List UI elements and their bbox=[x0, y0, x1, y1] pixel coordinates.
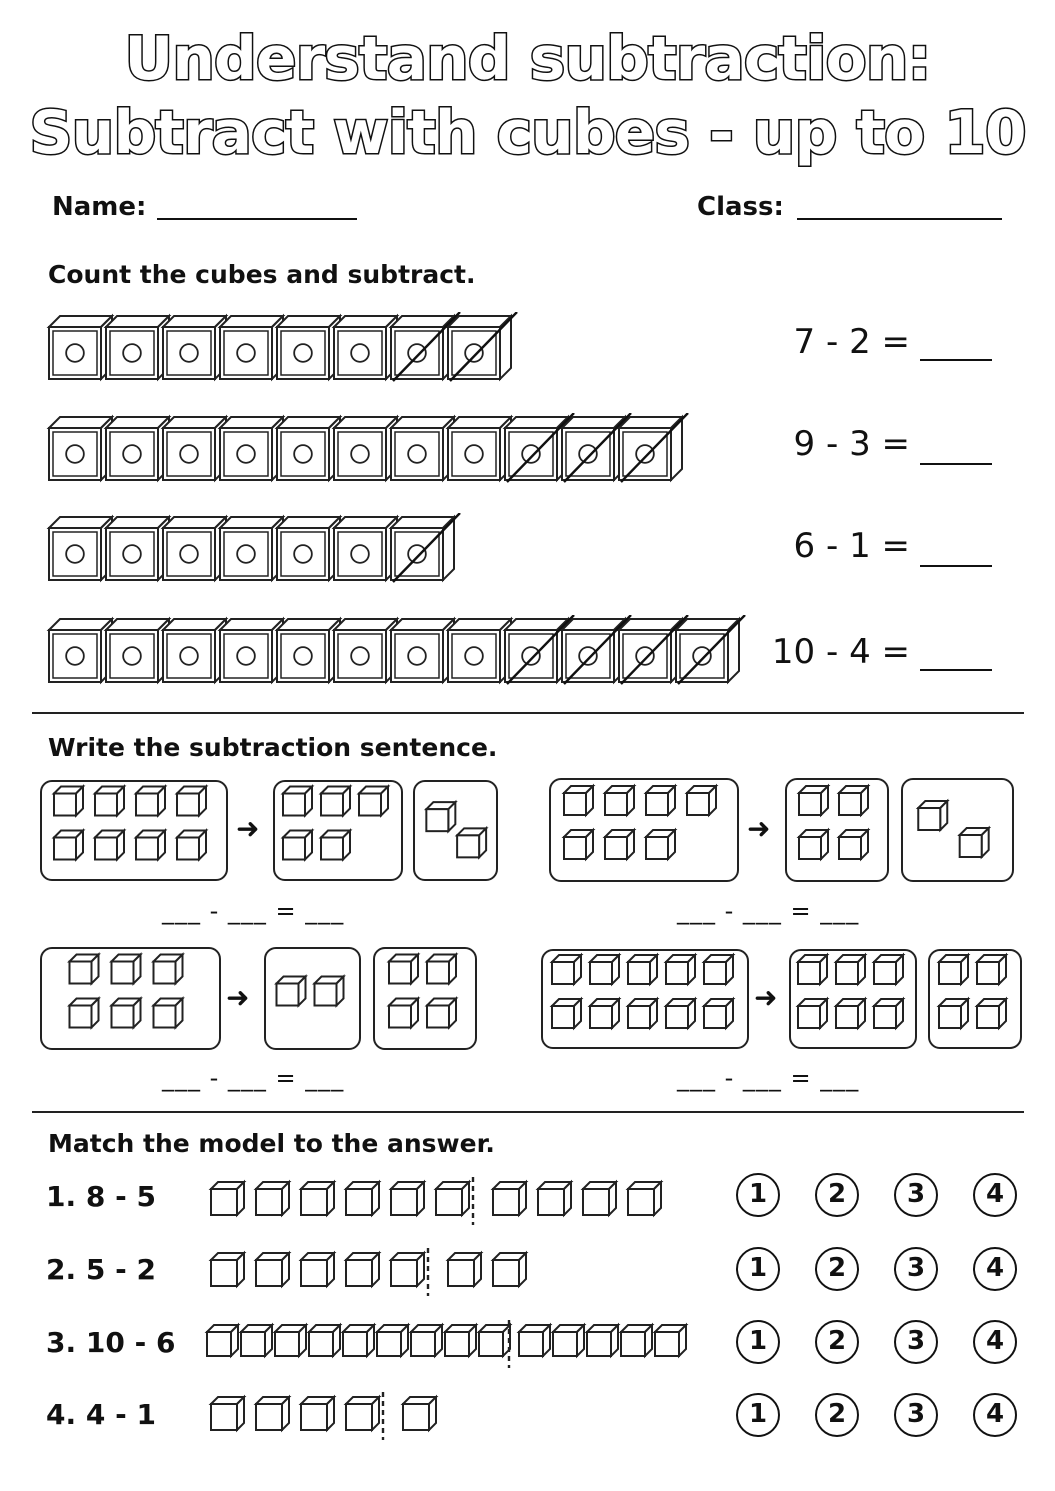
option-circle-1[interactable]: 1 bbox=[736, 1173, 780, 1217]
cube-icon bbox=[426, 802, 455, 831]
cube-icon bbox=[377, 1325, 408, 1356]
cube-icon bbox=[799, 786, 828, 815]
cube-icon bbox=[411, 1325, 442, 1356]
match-model-4 bbox=[207, 1390, 687, 1440]
cube-icon bbox=[918, 801, 947, 830]
cube-icon bbox=[448, 417, 511, 480]
cube-icon bbox=[334, 619, 397, 682]
cube-icon bbox=[391, 1182, 424, 1215]
cube-icon bbox=[54, 831, 83, 860]
match-label-1: 1. 8 - 5 bbox=[46, 1180, 156, 1213]
cube-icon bbox=[457, 828, 486, 857]
cube-icon bbox=[646, 830, 675, 859]
cube-icon bbox=[448, 1253, 481, 1286]
cube-icon bbox=[590, 999, 619, 1028]
cube-group bbox=[791, 951, 915, 1047]
remove-group-box bbox=[789, 949, 917, 1049]
sentence-blanks-2[interactable]: ___ - ___ = ___ bbox=[677, 897, 860, 925]
cube-group bbox=[930, 951, 1020, 1047]
cube-icon bbox=[54, 787, 83, 816]
cube-icon bbox=[403, 1397, 436, 1430]
cube-icon bbox=[211, 1182, 244, 1215]
cube-group bbox=[42, 782, 226, 879]
cube-icon bbox=[552, 955, 581, 984]
match-label-3: 3. 10 - 6 bbox=[46, 1326, 176, 1359]
cube-icon bbox=[564, 830, 593, 859]
cube-icon bbox=[241, 1325, 272, 1356]
cube-icon bbox=[277, 316, 340, 379]
cube-icon bbox=[177, 787, 206, 816]
cube-icon bbox=[798, 999, 827, 1028]
cube-icon bbox=[220, 517, 283, 580]
cube-icon bbox=[359, 787, 388, 816]
cube-icon bbox=[587, 1325, 618, 1356]
cube-icon bbox=[163, 517, 226, 580]
cube-icon bbox=[343, 1325, 374, 1356]
cube-group bbox=[266, 949, 359, 1048]
arrow-icon: ➜ bbox=[754, 981, 778, 1014]
option-circle-1[interactable]: 1 bbox=[736, 1320, 780, 1364]
cube-icon bbox=[112, 999, 141, 1028]
cube-icon bbox=[106, 517, 169, 580]
class-label: Class: bbox=[697, 192, 784, 222]
cube-icon bbox=[687, 786, 716, 815]
cube-icon bbox=[163, 619, 226, 682]
arrow-icon: ➜ bbox=[236, 812, 260, 845]
equation-2: 9 - 3 = bbox=[793, 424, 910, 464]
sentence-blanks-4[interactable]: ___ - ___ = ___ bbox=[677, 1064, 860, 1092]
answer-blank-4[interactable] bbox=[920, 669, 992, 671]
divider-2 bbox=[32, 1111, 1024, 1113]
cube-icon bbox=[275, 1325, 306, 1356]
cube-icon bbox=[836, 955, 865, 984]
section-heading-match: Match the model to the answer. bbox=[48, 1129, 495, 1158]
option-circle-3[interactable]: 3 bbox=[894, 1393, 938, 1437]
option-circle-3[interactable]: 3 bbox=[894, 1173, 938, 1217]
crossed-cube-icon bbox=[619, 413, 688, 482]
cube-icon bbox=[646, 786, 675, 815]
cube-icon bbox=[277, 417, 340, 480]
cube-icon bbox=[220, 619, 283, 682]
equation-3: 6 - 1 = bbox=[793, 526, 910, 566]
cube-icon bbox=[448, 619, 511, 682]
rest-group-box bbox=[373, 947, 477, 1050]
cube-icon bbox=[154, 999, 183, 1028]
cube-icon bbox=[939, 999, 968, 1028]
cube-icon bbox=[552, 999, 581, 1028]
cube-icon bbox=[960, 828, 989, 857]
class-field[interactable] bbox=[797, 218, 1002, 220]
cube-icon bbox=[939, 955, 968, 984]
cube-icon bbox=[977, 955, 1006, 984]
cube-icon bbox=[538, 1182, 571, 1215]
cube-icon bbox=[256, 1182, 289, 1215]
cube-icon bbox=[49, 619, 112, 682]
cube-icon bbox=[49, 316, 112, 379]
cube-icon bbox=[301, 1182, 334, 1215]
cube-icon bbox=[621, 1325, 652, 1356]
option-circle-2[interactable]: 2 bbox=[815, 1320, 859, 1364]
cube-icon bbox=[334, 316, 397, 379]
cube-icon bbox=[346, 1253, 379, 1286]
cube-strip-1 bbox=[46, 312, 526, 384]
option-circle-3[interactable]: 3 bbox=[894, 1320, 938, 1364]
cube-icon bbox=[427, 999, 456, 1028]
cube-icon bbox=[49, 517, 112, 580]
cube-icon bbox=[839, 786, 868, 815]
cube-icon bbox=[301, 1397, 334, 1430]
start-group-box bbox=[549, 778, 739, 882]
cube-icon bbox=[519, 1325, 550, 1356]
cube-icon bbox=[799, 830, 828, 859]
cube-strip-4 bbox=[46, 615, 756, 687]
sentence-blanks-3[interactable]: ___ - ___ = ___ bbox=[162, 1064, 345, 1092]
cube-icon bbox=[334, 417, 397, 480]
cube-icon bbox=[666, 955, 695, 984]
remove-group-box bbox=[785, 778, 889, 882]
cube-icon bbox=[427, 955, 456, 984]
cube-group bbox=[415, 782, 496, 879]
rest-group-box bbox=[901, 778, 1014, 882]
cube-group bbox=[375, 949, 475, 1048]
sentence-blanks-1[interactable]: ___ - ___ = ___ bbox=[162, 897, 345, 925]
divider-1 bbox=[32, 712, 1024, 714]
remove-group-box bbox=[264, 947, 361, 1050]
option-circle-3[interactable]: 3 bbox=[894, 1247, 938, 1291]
cube-icon bbox=[346, 1182, 379, 1215]
crossed-cube-icon bbox=[391, 513, 460, 582]
name-field[interactable] bbox=[157, 218, 357, 220]
start-group-box bbox=[541, 949, 749, 1049]
option-circle-1[interactable]: 1 bbox=[736, 1247, 780, 1291]
cube-icon bbox=[106, 417, 169, 480]
section-heading-count: Count the cubes and subtract. bbox=[48, 260, 476, 289]
cube-group bbox=[903, 780, 1012, 880]
cube-icon bbox=[163, 316, 226, 379]
cube-icon bbox=[301, 1253, 334, 1286]
cube-icon bbox=[704, 955, 733, 984]
cube-icon bbox=[154, 955, 183, 984]
cube-icon bbox=[106, 619, 169, 682]
cube-icon bbox=[136, 831, 165, 860]
cube-strip-3 bbox=[46, 513, 476, 585]
option-circle-2[interactable]: 2 bbox=[815, 1393, 859, 1437]
cube-icon bbox=[874, 955, 903, 984]
cube-icon bbox=[70, 999, 99, 1028]
rest-group-box bbox=[413, 780, 498, 881]
cube-icon bbox=[628, 1182, 661, 1215]
cube-group bbox=[42, 949, 219, 1048]
cube-icon bbox=[256, 1397, 289, 1430]
cube-icon bbox=[321, 831, 350, 860]
cube-icon bbox=[874, 999, 903, 1028]
match-label-4: 4. 4 - 1 bbox=[46, 1398, 156, 1431]
cube-icon bbox=[590, 955, 619, 984]
rest-group-box bbox=[928, 949, 1022, 1049]
cube-icon bbox=[70, 955, 99, 984]
cube-icon bbox=[220, 316, 283, 379]
cube-icon bbox=[798, 955, 827, 984]
cube-group bbox=[787, 780, 887, 880]
cube-icon bbox=[666, 999, 695, 1028]
cube-icon bbox=[704, 999, 733, 1028]
remove-group-box bbox=[273, 780, 403, 881]
equation-1: 7 - 2 = bbox=[793, 322, 910, 362]
option-circle-4[interactable]: 4 bbox=[973, 1173, 1017, 1217]
cube-icon bbox=[283, 831, 312, 860]
cube-icon bbox=[256, 1253, 289, 1286]
cube-icon bbox=[211, 1397, 244, 1430]
cube-icon bbox=[583, 1182, 616, 1215]
cube-group bbox=[543, 951, 747, 1047]
crossed-cube-icon bbox=[448, 312, 517, 381]
cube-icon bbox=[95, 831, 124, 860]
cube-icon bbox=[277, 619, 340, 682]
cube-icon bbox=[389, 955, 418, 984]
cube-icon bbox=[493, 1182, 526, 1215]
cube-icon bbox=[163, 417, 226, 480]
cube-icon bbox=[321, 787, 350, 816]
cube-group bbox=[551, 780, 737, 880]
cube-icon bbox=[112, 955, 141, 984]
match-label-2: 2. 5 - 2 bbox=[46, 1253, 156, 1286]
start-group-box bbox=[40, 947, 221, 1050]
cube-icon bbox=[436, 1182, 469, 1215]
cube-icon bbox=[391, 417, 454, 480]
answer-blank-3[interactable] bbox=[920, 565, 992, 567]
answer-blank-1[interactable] bbox=[920, 359, 992, 361]
cube-icon bbox=[605, 830, 634, 859]
cube-icon bbox=[977, 999, 1006, 1028]
cube-icon bbox=[564, 786, 593, 815]
cube-icon bbox=[553, 1325, 584, 1356]
cube-icon bbox=[391, 1253, 424, 1286]
cube-icon bbox=[655, 1325, 686, 1356]
cube-icon bbox=[389, 999, 418, 1028]
option-circle-4[interactable]: 4 bbox=[973, 1320, 1017, 1364]
option-circle-4[interactable]: 4 bbox=[973, 1393, 1017, 1437]
start-group-box bbox=[40, 780, 228, 881]
worksheet-title: Understand subtraction: Subtract with cubes - up to 10 bbox=[29, 24, 1026, 168]
option-circle-4[interactable]: 4 bbox=[973, 1247, 1017, 1291]
cube-icon bbox=[207, 1325, 238, 1356]
arrow-icon: ➜ bbox=[747, 812, 771, 845]
cube-icon bbox=[220, 417, 283, 480]
cube-icon bbox=[605, 786, 634, 815]
cube-icon bbox=[277, 977, 306, 1006]
cube-icon bbox=[177, 831, 206, 860]
cube-group bbox=[275, 782, 401, 879]
cube-icon bbox=[391, 619, 454, 682]
cube-icon bbox=[95, 787, 124, 816]
cube-icon bbox=[136, 787, 165, 816]
cube-icon bbox=[839, 830, 868, 859]
cube-icon bbox=[309, 1325, 340, 1356]
section-heading-sentence: Write the subtraction sentence. bbox=[48, 733, 498, 762]
cube-icon bbox=[277, 517, 340, 580]
match-model-1 bbox=[207, 1175, 687, 1225]
option-circle-2[interactable]: 2 bbox=[815, 1173, 859, 1217]
option-circle-2[interactable]: 2 bbox=[815, 1247, 859, 1291]
equation-4: 10 - 4 = bbox=[771, 632, 910, 672]
cube-strip-2 bbox=[46, 413, 706, 485]
name-label: Name: bbox=[52, 192, 147, 222]
cube-icon bbox=[346, 1397, 379, 1430]
match-model-3 bbox=[203, 1318, 713, 1368]
cube-icon bbox=[445, 1325, 476, 1356]
option-circle-1[interactable]: 1 bbox=[736, 1393, 780, 1437]
cube-icon bbox=[49, 417, 112, 480]
match-model-2 bbox=[207, 1246, 687, 1296]
cube-icon bbox=[211, 1253, 244, 1286]
cube-icon bbox=[628, 955, 657, 984]
cube-icon bbox=[106, 316, 169, 379]
answer-blank-2[interactable] bbox=[920, 463, 992, 465]
cube-icon bbox=[315, 977, 344, 1006]
cube-icon bbox=[479, 1325, 510, 1356]
arrow-icon: ➜ bbox=[226, 981, 250, 1014]
cube-icon bbox=[334, 517, 397, 580]
cube-icon bbox=[836, 999, 865, 1028]
cube-icon bbox=[628, 999, 657, 1028]
cube-icon bbox=[493, 1253, 526, 1286]
cube-icon bbox=[283, 787, 312, 816]
